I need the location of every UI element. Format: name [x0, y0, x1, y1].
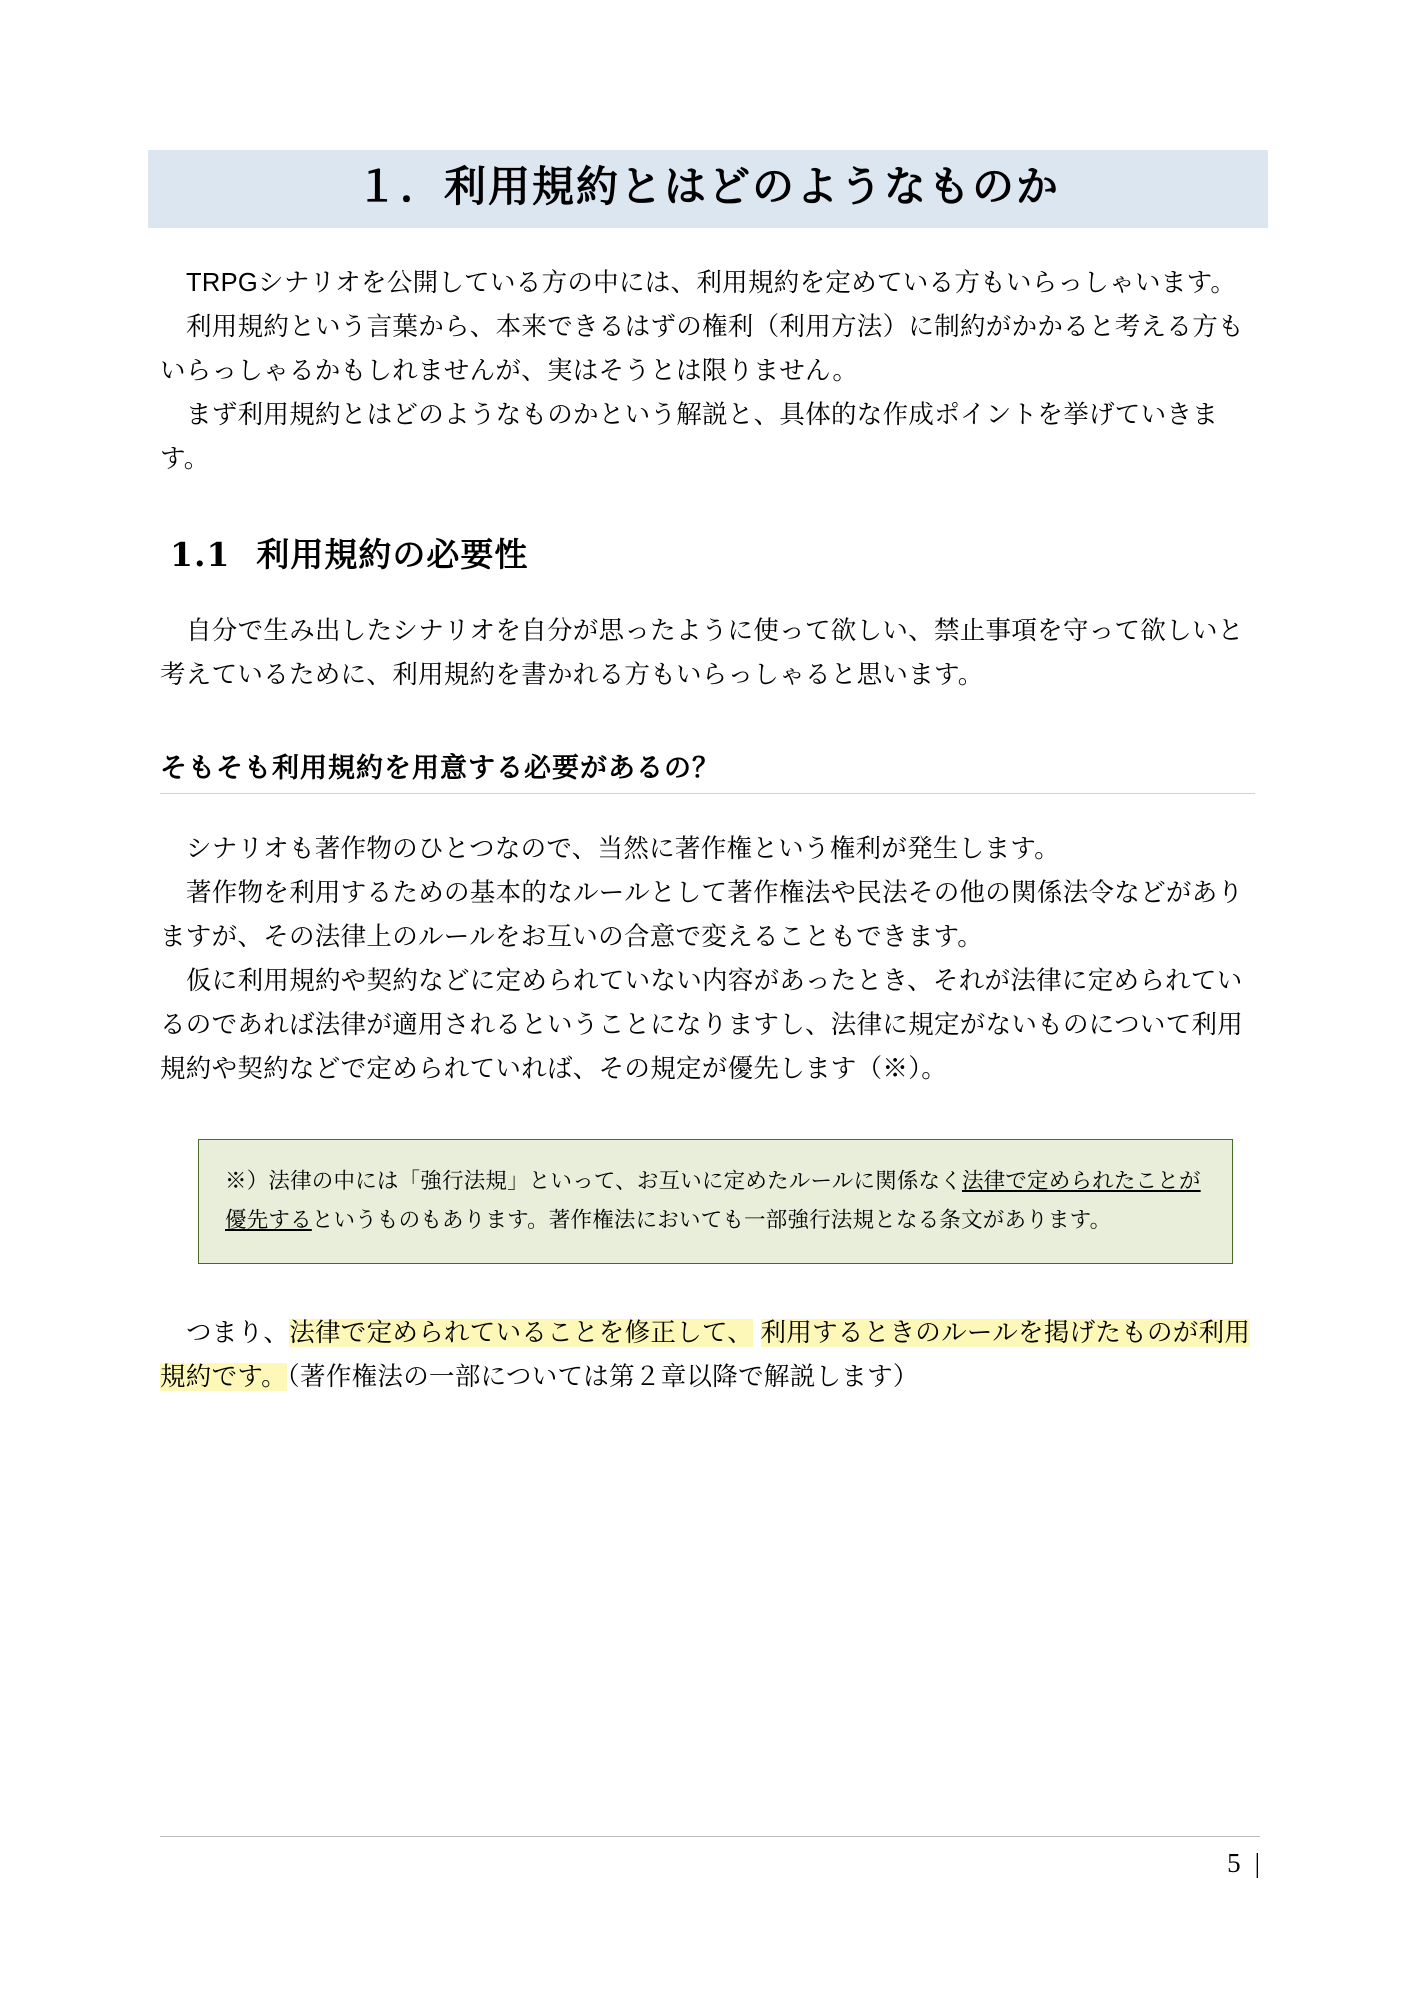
subsection-paragraph-1: シナリオも著作物のひとつなので、当然に著作権という権利が発生します。 — [186, 835, 1060, 864]
intro-paragraph-3: まず利用規約とはどのようなものかという解説と、具体的な作成ポイントを挙げていきます。 — [160, 400, 1219, 473]
intro-paragraph-1: TRPGシナリオを公開している方の中には、利用規約を定めている方もいらっしゃいます。 — [186, 269, 1237, 298]
chapter-title: １．利用規約とはどのようなものか — [355, 162, 1060, 211]
conclusion-mid — [753, 1319, 760, 1347]
page-content — [160, 150, 1255, 1400]
conclusion-highlight-2: 利用するときのルールを掲げたものが利用規約です。 — [160, 1318, 1251, 1391]
conclusion-highlight-1: 法律で定められていることを修正して、 — [289, 1318, 754, 1347]
chapter-heading-band — [148, 150, 1268, 228]
subsection-paragraph-3: 仮に利用規約や契約などに定められていない内容があったとき、それが法律に定められているのであれば法律が適用されるということになりますし、法律に規定がないものについて利用規約や契約などで定められていれば、その規定が優先します（※）。 — [160, 966, 1244, 1083]
conclusion-lead: つまり、 — [186, 1318, 290, 1347]
section-heading — [160, 529, 1255, 576]
conclusion-tail: （著作権法の一部については第２章以降で解説します） — [286, 1362, 919, 1391]
note-box — [198, 1139, 1233, 1264]
section-paragraph: 自分で生み出したシナリオを自分が思ったように使って欲しい、禁止事項を守って欲しいと考えているために、利用規約を書かれる方もいらっしゃると思います。 — [160, 617, 1244, 690]
section-title: 利用規約の必要性 — [256, 535, 529, 575]
note-text-underlined: 法律で定められたことが優先する — [225, 1169, 1201, 1232]
conclusion-paragraph — [160, 1312, 1255, 1400]
page-number-value: 5 — [1227, 1848, 1241, 1878]
intro-paragraph-2: 利用規約という言葉から、本来できるはずの権利（利用方法）に制約がかかると考える方もいらっしゃるかもしれませんが、実はそうとは限りません。 — [160, 313, 1244, 385]
subsection-paragraph-2: 著作物を利用するための基本的なルールとして著作権法や民法その他の関係法令などがありますが、その法律上のルールをお互いの合意で変えることもできます。 — [160, 879, 1244, 951]
page-number-bar: | — [1254, 1848, 1260, 1878]
subsection-heading: そもそも利用規約を用意する必要があるの？ — [160, 746, 1255, 794]
note-text-part2: というものもあります。著作権法においても一部強行法規となる条文があります。 — [311, 1207, 1112, 1232]
page-number — [160, 1848, 1260, 1879]
section-number: 1.1 — [170, 535, 231, 575]
footer-divider — [160, 1836, 1260, 1837]
note-text-part1: ※）法律の中には「強行法規」といって、お互いに定めたルールに関係なく — [225, 1169, 962, 1194]
